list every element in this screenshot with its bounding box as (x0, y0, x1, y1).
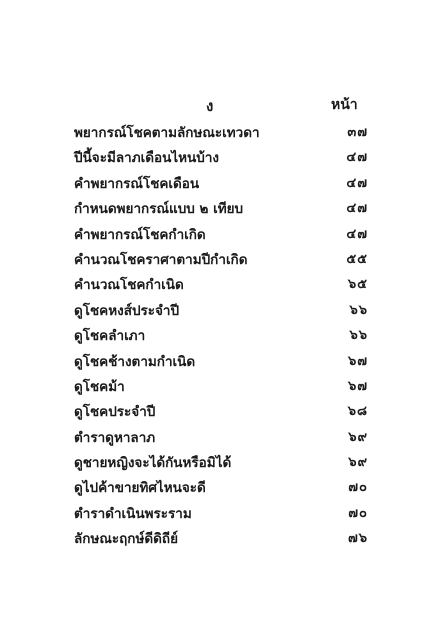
toc-entry (74, 173, 374, 198)
toc-entry-title: คำพยากรณ์โชคกำเกิด (74, 226, 206, 243)
toc-entry-title: ดูชายหญิงจะได้กันหรือมิได้ (74, 455, 232, 472)
toc-entry (74, 452, 374, 477)
toc-entry-title: ดูโชคลำเภา (74, 328, 146, 345)
toc-entry (74, 249, 374, 274)
toc-entry-page: ๕๕ (346, 251, 368, 267)
toc-entry-page: ๖๗ (347, 378, 368, 394)
toc-entry-page: ๖๕ (347, 277, 368, 293)
page-marker: ง (206, 97, 214, 115)
toc-entry-page: ๖๖ (349, 328, 368, 344)
toc-entry (74, 401, 374, 426)
toc-entry-page: ๖๖ (349, 302, 368, 318)
toc-entry-title: คำนวณโชคกำเนิด (74, 277, 184, 294)
toc-entry-title: พยากรณ์โชคตามลักษณะเทวดา (74, 125, 260, 141)
toc-entry-page: ๖๘ (347, 404, 368, 420)
toc-entry-page: ๓๗ (347, 125, 368, 140)
toc-entry (74, 147, 374, 172)
toc-entry-title: ตำราดูหาลาภ (74, 429, 156, 446)
toc-entry-page: ๖๙ (348, 455, 368, 471)
toc-entry-title: ลักษณะฤกษ์ดีดิถีย์ (74, 531, 178, 548)
toc-entry-title: ปีนี้จะมีลาภเดือนไหนบ้าง (74, 150, 219, 167)
toc-entry-title: กำหนดพยากรณ์แบบ ๒ เทียบ (74, 201, 244, 218)
toc-entry (74, 325, 374, 350)
toc-entry-title: คำพยากรณ์โชคเดือน (74, 175, 200, 192)
toc-entry-title: ดูโชคประจำปี (74, 404, 156, 421)
toc-entry-page: ๔๗ (346, 150, 368, 166)
toc-entry (74, 224, 374, 249)
toc-entry-title: ดูไปค้าขายทิศไหนจะดี (74, 480, 206, 497)
toc-entry-page: ๗๖ (347, 531, 368, 547)
toc-entry (74, 351, 374, 376)
toc-entry-title: คำนวณโชคราศาตามปีกำเกิด (74, 251, 248, 268)
toc-entry (74, 376, 374, 401)
toc-entry-title: ดูโชคหงส์ประจำปี (74, 302, 180, 319)
toc-entry (74, 300, 374, 325)
toc-entry-page: ๖๗ (347, 353, 368, 369)
toc-entry-page: ๖๙ (348, 429, 368, 445)
toc-entry (74, 427, 374, 452)
toc-entry (74, 198, 374, 223)
toc-entry-page: ๗๐ (348, 480, 368, 496)
table-of-contents (74, 122, 374, 554)
toc-entry (74, 122, 374, 147)
toc-entry-title: ตำราดำเนินพระราม (74, 505, 192, 522)
page-column-header: หน้า (331, 97, 358, 113)
toc-entry-page: ๔๗ (346, 226, 368, 242)
toc-entry-title: ดูโชคช้างตามกำเนิด (74, 353, 196, 370)
toc-entry-page: ๗๐ (348, 505, 368, 521)
toc-entry (74, 274, 374, 299)
toc-entry-page: ๔๗ (346, 175, 368, 191)
toc-entry-title: ดูโชคม้า (74, 378, 125, 395)
toc-entry-page: ๔๗ (346, 201, 368, 217)
toc-entry (74, 528, 374, 553)
toc-entry (74, 503, 374, 528)
toc-entry (74, 477, 374, 502)
